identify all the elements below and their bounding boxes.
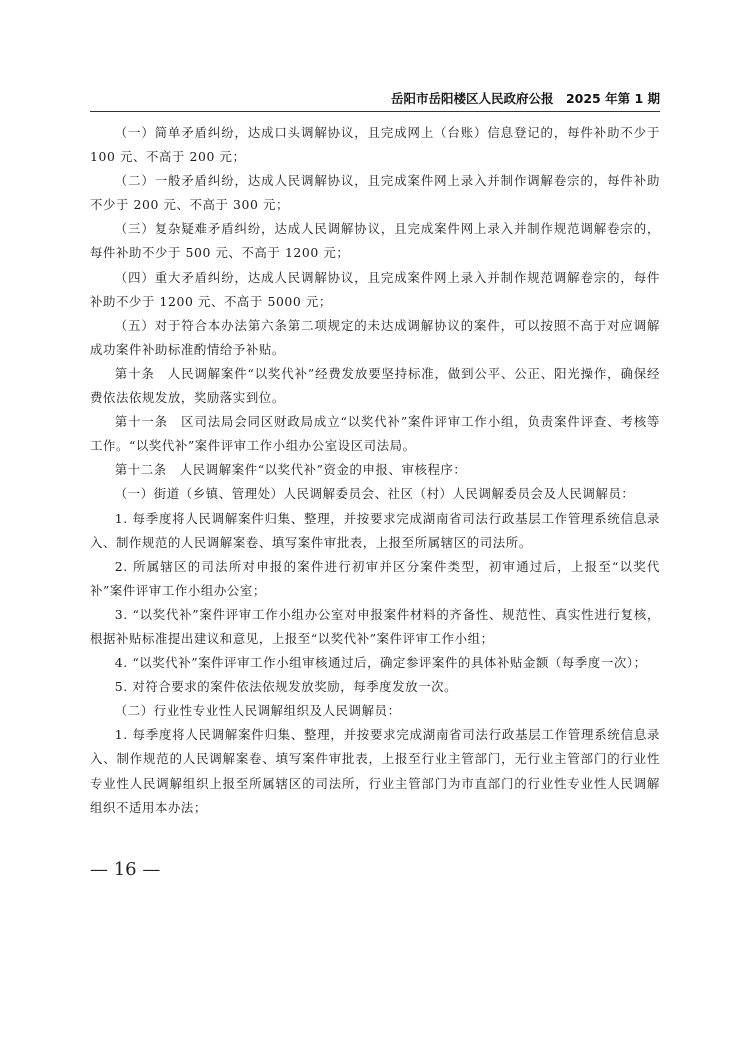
paragraph-step-1: 1. 每季度将人民调解案件归集、整理，并按要求完成湖南省司法行政基层工作管理系统信息录入、制作规范的人民调解案卷、填写案件审批表，上报至所属辖区的司法所。	[90, 510, 660, 550]
paragraph-article-11: 第十一条 区司法局会同区财政局成立“以奖代补”案件评审工作小组，负责案件评查、考核等工作。“以奖代补”案件评审工作小组办公室设区司法局。	[90, 414, 660, 454]
bulletin-header: 岳阳市岳阳楼区人民政府公报 2025 年第 1 期	[390, 91, 660, 106]
page-number: — 16 —	[90, 859, 161, 880]
header-divider	[90, 111, 660, 112]
paragraph-article-12: 第十二条 人民调解案件“以奖代补”资金的申报、审核程序：	[114, 462, 467, 478]
paragraph-unresolved-case: （五）对于符合本办法第六条第二项规定的未达成调解协议的案件，可以按照不高于对应调解成功案件补助标准酌情给予补贴。	[90, 317, 660, 357]
paragraph-general-dispute: （二）一般矛盾纠纷，达成人民调解协议，且完成案件网上录入并制作调解卷宗的，每件补助不少于 200 元、不高于 300 元；	[90, 173, 660, 213]
paragraph-complex-dispute: （三）复杂疑难矛盾纠纷，达成人民调解协议，且完成案件网上录入并制作规范调解卷宗的，每件补助不少于 500 元、不高于 1200 元；	[90, 221, 660, 261]
paragraph-step-2: 2. 所属辖区的司法所对申报的案件进行初审并区分案件类型，初审通过后，上报至“以奖代补”案件评审工作小组办公室；	[90, 558, 660, 598]
paragraph-industry-step-1: 1. 每季度将人民调解案件归集、整理，并按要求完成湖南省司法行政基层工作管理系统信息录入、制作规范的人民调解案卷、填写案件审批表，上报至行业主管部门，无行业主管部门的行业性专业性人民调解组织上报至所属辖区的司法所，行业主管部门为市直部门的行业性专业性人民调解组织不适用本办法；	[90, 727, 660, 815]
paragraph-step-4: 4. “以奖代补”案件评审工作小组审核通过后，确定参评案件的具体补贴金额（每季度一次）；	[114, 655, 647, 671]
paragraph-simple-dispute: （一）简单矛盾纠纷，达成口头调解协议，且完成网上（台账）信息登记的，每件补助不少于 100 元、不高于 200 元；	[90, 125, 660, 165]
paragraph-street-committee: （一）街道（乡镇、管理处）人民调解委员会、社区（村）人民调解委员会及人民调解员：	[114, 486, 635, 502]
paragraph-major-dispute: （四）重大矛盾纠纷，达成人民调解协议，且完成案件网上录入并制作规范调解卷宗的，每件补助不少于 1200 元、不高于 5000 元；	[90, 269, 660, 309]
paragraph-industry-committee: （二）行业性专业性人民调解组织及人民调解员：	[114, 703, 401, 719]
body-text	[90, 121, 660, 820]
paragraph-step-5: 5. 对符合要求的案件依法依规发放奖励，每季度发放一次。	[114, 679, 458, 695]
paragraph-article-10: 第十条 人民调解案件“以奖代补”经费发放要坚持标准，做到公平、公正、阳光操作，确保经费依法依规发放，奖励落实到位。	[90, 365, 660, 406]
paragraph-step-3: 3. “以奖代补”案件评审工作小组办公室对申报案件材料的齐备性、规范性、真实性进行复核，根据补贴标准提出建议和意见，上报至“以奖代补”案件评审工作小组；	[90, 606, 660, 646]
